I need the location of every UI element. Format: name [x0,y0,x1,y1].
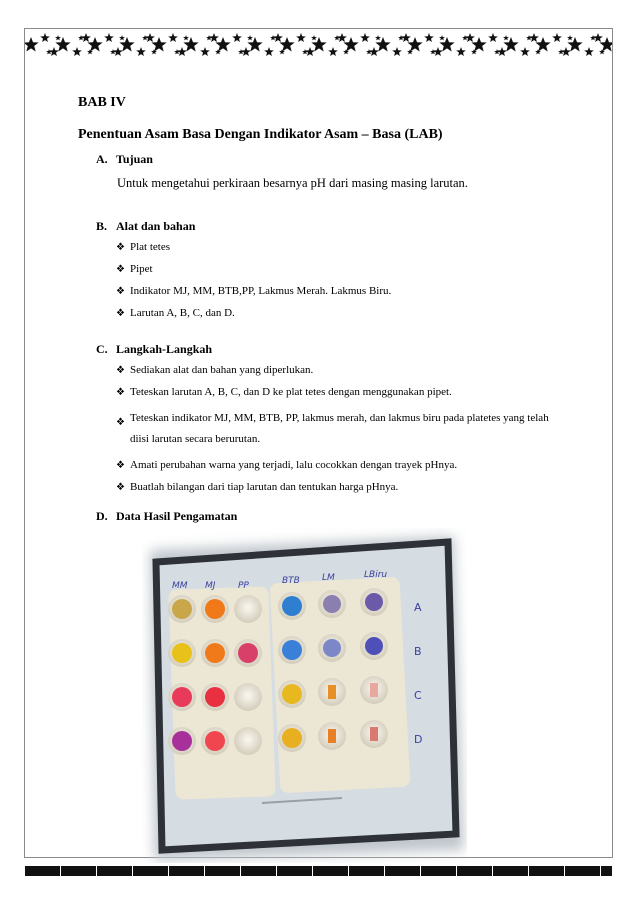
indicator-drop [205,731,225,751]
indicator-drop [282,596,302,616]
list-item: ❖ Amati perubahan warna yang terjadi, lalu cocokkan dengan trayek pHnya. [116,459,458,471]
indicator-drop [205,687,225,707]
section-title: Langkah-Langkah [116,342,213,356]
section-d-heading [96,509,237,524]
row-label: B [414,645,422,658]
list-item: ❖ Larutan A, B, C, dan D. [116,307,235,319]
indicator-drop [282,640,302,660]
row-label: C [414,689,422,702]
list-item: ❖ Teteskan larutan A, B, C, dan D ke plat tetes dengan menggunakan pipet. [116,386,452,398]
section-title: Data Hasil Pengamatan [116,509,238,523]
list-item: ❖ Teteskan indikator MJ, MM, BTB, PP, lakmus merah, dan lakmus biru pada platetes yang telah diisi larutan secara berurutan. [116,412,549,445]
indicator-drop [365,637,383,655]
chapter-heading: BAB IV [78,95,126,110]
indicator-drop [172,687,192,707]
page-title: Penentuan Asam Basa Dengan Indikator Asam – Basa (LAB) [78,127,443,142]
diamond-bullet-icon: ❖ [116,365,125,376]
litmus-strip [328,729,336,743]
spot-well [234,683,262,711]
column-label: LM [322,573,335,583]
footer-bar [25,866,612,876]
list-item: ❖ Pipet [116,263,153,275]
list-item: ❖ Indikator MJ, MM, BTB,PP, Lakmus Merah. Lakmus Biru. [116,285,392,297]
litmus-strip [370,727,378,741]
diamond-bullet-icon: ❖ [116,286,125,297]
indicator-drop [205,599,225,619]
section-letter: A. [96,152,108,166]
column-label: BTB [282,576,300,587]
indicator-drop [323,639,341,657]
column-label: PP [238,581,249,591]
litmus-strip [370,683,378,697]
list-item: ❖ Sediakan alat dan bahan yang diperlukan. [116,364,314,376]
column-label: MJ [205,581,216,591]
indicator-drop [282,728,302,748]
indicator-drop [365,593,383,611]
star-border-icon [25,30,612,60]
section-a-heading [96,152,153,167]
steps-list [116,364,556,494]
section-letter: C. [96,342,108,356]
column-label: LBiru [364,569,388,580]
indicator-drop [205,643,225,663]
row-label: D [414,733,423,746]
indicator-drop [172,599,192,619]
section-c-heading [96,342,212,357]
section-title: Alat dan bahan [116,219,196,233]
indicator-drop [172,643,192,663]
diamond-bullet-icon: ❖ [116,264,125,275]
row-label: A [414,601,422,614]
section-b-heading [96,219,195,234]
materials-list [116,241,391,320]
litmus-strip [328,685,336,699]
diamond-bullet-icon: ❖ [116,460,125,471]
diamond-bullet-icon: ❖ [116,387,125,398]
spot-well [234,595,262,623]
indicator-drop [323,595,341,613]
diamond-bullet-icon: ❖ [116,417,125,428]
list-item: ❖ Buatlah bilangan dari tiap larutan dan tentukan harga pHnya. [116,481,399,493]
section-letter: B. [96,219,108,233]
diamond-bullet-icon: ❖ [116,242,125,253]
purpose-text: Untuk mengetahui perkiraan besarnya pH dari masing masing larutan. [117,176,468,190]
indicator-drop [238,643,258,663]
list-item: ❖ Plat tetes [116,241,171,253]
diamond-bullet-icon: ❖ [116,308,125,319]
indicator-drop [172,731,192,751]
spot-plate-photo [142,528,467,863]
column-label: MM [172,581,188,591]
spot-well [234,727,262,755]
section-letter: D. [96,509,108,523]
section-title: Tujuan [116,152,153,166]
indicator-drop [282,684,302,704]
diamond-bullet-icon: ❖ [116,482,125,493]
